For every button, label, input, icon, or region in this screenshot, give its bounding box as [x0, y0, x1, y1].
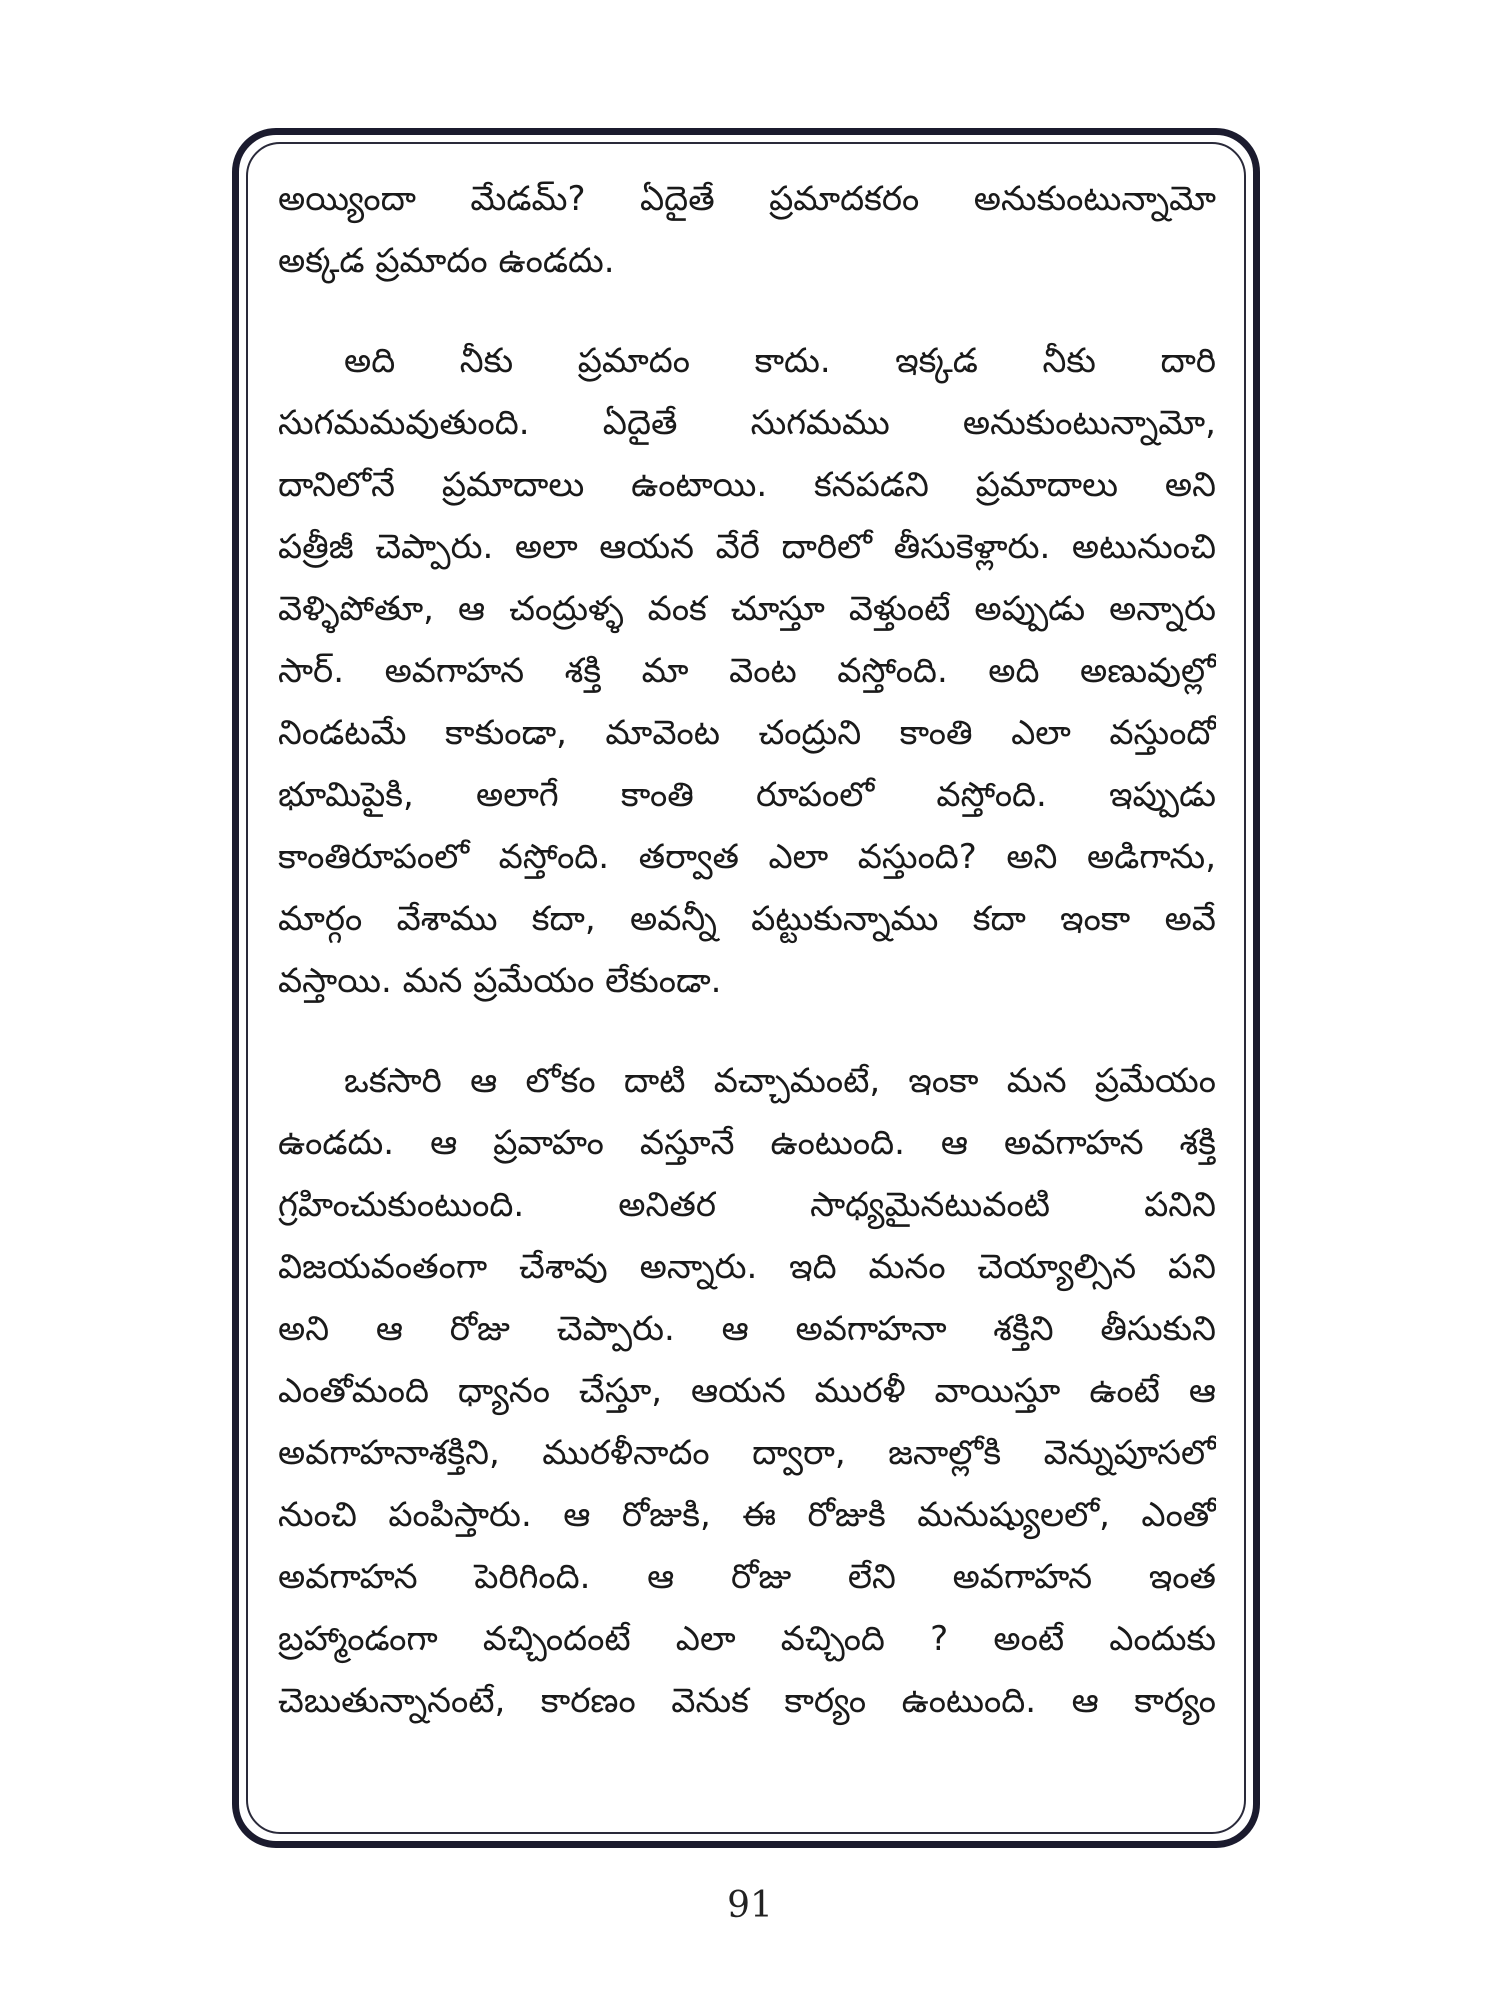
paragraph-2	[278, 330, 1216, 1012]
text-line: అవగాహనాశక్తిని, మురళీనాదం ద్వారా, జనాల్లోకి వెన్నుపూసలో	[278, 1433, 1216, 1473]
text-line: భూమిపైకి, అలాగే కాంతి రూపంలో వస్తోంది. ఇప్పుడు	[278, 775, 1216, 815]
text-line: నుంచి పంపిస్తారు. ఆ రోజుకి, ఈ రోజుకి మనుష్యులలో, ఎంతో	[278, 1495, 1216, 1535]
text-line: బ్రహ్మాండంగా వచ్చిందంటే ఎలా వచ్చింది ? అంటే ఎందుకు	[278, 1619, 1216, 1659]
page-number: 91	[727, 1885, 773, 1926]
text-line: నిండటమే కాకుండా, మావెంట చంద్రుని కాంతి ఎలా వస్తుందో	[278, 713, 1216, 753]
text-line: అది నీకు ప్రమాదం కాదు. ఇక్కడ నీకు దారి	[344, 341, 1216, 381]
text-line: సార్. అవగాహన శక్తి మా వెంట వస్తోంది. అది అణువుల్లో	[278, 651, 1216, 691]
paragraph-1	[278, 168, 1216, 292]
text-line: ఎంతోమంది ధ్యానం చేస్తూ, ఆయన మురళీ వాయిస్తూ ఉంటే ఆ	[278, 1371, 1216, 1411]
text-line: చెబుతున్నానంటే, కారణం వెనుక కార్యం ఉంటుంది. ఆ కార్యం	[278, 1681, 1216, 1721]
text-line: దానిలోనే ప్రమాదాలు ఉంటాయి. కనపడని ప్రమాదాలు అని	[278, 465, 1216, 505]
text-line: అవగాహన పెరిగింది. ఆ రోజు లేని అవగాహన ఇంత	[278, 1557, 1216, 1597]
text-line: గ్రహించుకుంటుంది. అనితర సాధ్యమైనటువంటి పనిని	[278, 1185, 1216, 1225]
text-line: ఉండదు. ఆ ప్రవాహం వస్తూనే ఉంటుంది. ఆ అవగాహన శక్తి	[278, 1123, 1216, 1163]
text-line: ఒకసారి ఆ లోకం దాటి వచ్చామంటే, ఇంకా మన ప్రమేయం	[344, 1061, 1216, 1101]
text-line: కాంతిరూపంలో వస్తోంది. తర్వాత ఎలా వస్తుంది? అని అడిగాను,	[278, 837, 1216, 877]
text-line: వస్తాయి. మన ప్రమేయం లేకుండా.	[278, 961, 722, 1001]
text-line: అక్కడ ప్రమాదం ఉండదు.	[278, 241, 615, 281]
text-line: పత్రీజీ చెప్పారు. అలా ఆయన వేరే దారిలో తీసుకెళ్లారు. అటునుంచి	[278, 527, 1216, 567]
page-body	[278, 168, 1216, 1808]
text-line: విజయవంతంగా చేశావు అన్నారు. ఇది మనం చెయ్యాల్సిన పని	[278, 1247, 1216, 1287]
text-line: మార్గం వేశాము కదా, అవన్నీ పట్టుకున్నాము కదా ఇంకా అవే	[278, 899, 1216, 939]
paragraph-3	[278, 1050, 1216, 1732]
text-line: అయ్యిందా మేడమ్? ఏదైతే ప్రమాదకరం అనుకుంటున్నామో	[278, 179, 1216, 219]
text-line: వెళ్ళిపోతూ, ఆ చంద్రుళ్ళ వంక చూస్తూ వెళ్తుంటే అప్పుడు అన్నారు	[278, 589, 1216, 629]
text-line: సుగమమవుతుంది. ఏదైతే సుగమము అనుకుంటున్నామో,	[278, 403, 1216, 443]
text-line: అని ఆ రోజు చెప్పారు. ఆ అవగాహనా శక్తిని తీసుకుని	[278, 1309, 1216, 1349]
